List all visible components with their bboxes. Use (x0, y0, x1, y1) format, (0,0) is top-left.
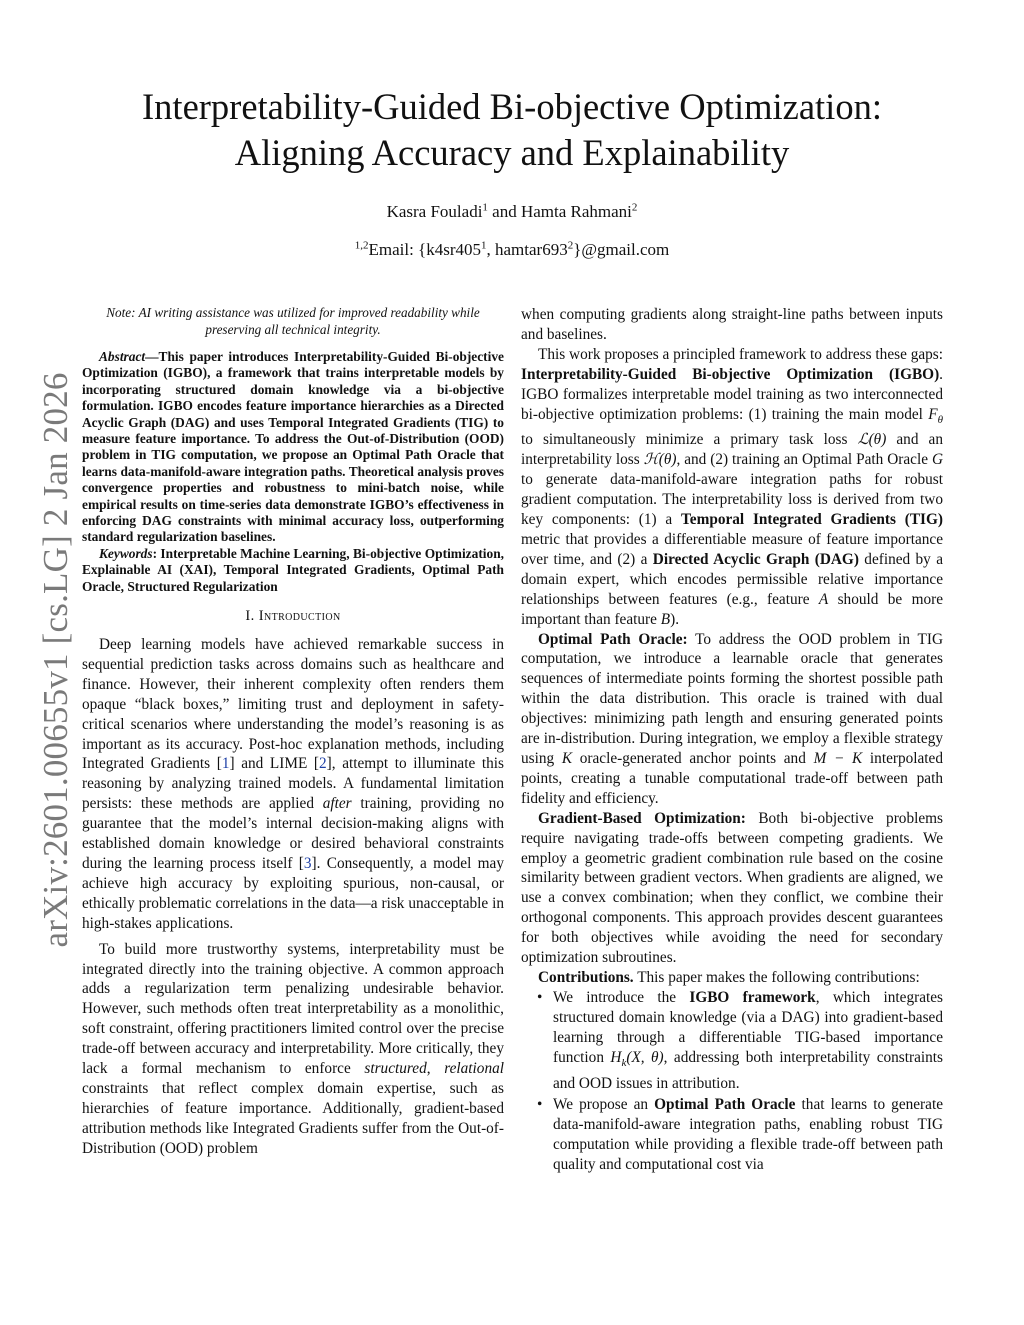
keywords-label: Keywords (99, 545, 153, 561)
math-Hk-args: (X, θ) (626, 1048, 664, 1066)
citation-link-1[interactable]: 1 (221, 755, 230, 773)
email-end: }@gmail.com (573, 240, 670, 259)
contribution-1-bold: IGBO framework (689, 988, 816, 1006)
framework-dag-bold: Directed Acyclic Graph (DAG) (652, 550, 859, 568)
contribution-1-text-a: We introduce the (553, 988, 690, 1006)
contributions-list (521, 988, 943, 1175)
section-title: Introduction (258, 608, 341, 625)
framework-tig-bold: Temporal Integrated Gradients (TIG) (681, 511, 944, 529)
intro-p2-emphasis-structured: structured (364, 1060, 427, 1078)
bullet-icon: • (537, 1096, 543, 1114)
math-L: ℒ(θ) (857, 431, 887, 449)
section-number: I. (245, 608, 255, 625)
intro-paragraph-1 (82, 635, 504, 934)
intro-p1-text-d: training, providing no guarantee that the model’s internal decision-making aligns with established domain knowledge or desired behavioral constraints during the learning process itself [ (82, 795, 504, 872)
math-Hk: H (610, 1048, 622, 1066)
contribution-2-text-b: that learns to generate data-manifold-aware integration paths, enabling robust TIG computation while providing a flexible trade-off between path quality and computational cost via (553, 1096, 943, 1174)
right-paragraph-continuation: when computing gradients along straight-line paths between inputs and baselines. (521, 306, 943, 343)
contribution-1-text-b: , which integrates structured domain knowledge (via a DAG) into gradient-based learning through a differentiable TIG-based importance function (553, 988, 943, 1066)
oracle-label: Optimal Path Oracle: (538, 630, 688, 648)
framework-text-a: This work proposes a principled framework to address these gaps: (538, 345, 943, 363)
author-2-affiliation: 2 (631, 201, 638, 214)
gradient-text: Both bi-objective problems require navigating trade-offs between competing gradients. We employ a geometric gradient combination rule based on the cosine similarity between gradient vectors. When gradients are aligned, we use a convex combination; when they conflict, we combine their orthogonal components. This approach provides descent guarantees for both objectives while avoiding the need for secondary optimization subroutines. (521, 809, 943, 967)
right-column (521, 305, 943, 1175)
title-line-2: Aligning Accuracy and Explainability (234, 132, 790, 173)
intro-p1-text-c: ], attempt to illuminate this reasoning by analyzing trained models. A fundamental limitation persists: these methods are applied (82, 755, 504, 813)
intro-p1-text-b: ] and LIME [ (229, 755, 320, 773)
framework-text-i: should be more important than feature (521, 590, 943, 628)
abstract-text: —This paper introduces Interpretability-Guided Bi-objective Optimization (IGBO), a framework that trains interpretable models by incorporating structured domain knowledge via a bi-objective formulation. IGBO encodes feature importance hierarchies as a Directed Acyclic Graph (DAG) and uses Temporal Integrated Gradients (TIG) to measure feature importance. To address the Out-of-Distribution (OOD) problem in TIG computation, we propose an Optimal Path Oracle that learns data-manifold-aware integration paths. Theoretical analysis proves convergence properties and robustness to mini-batch noise, while empirical results on time-series data demonstrate IGBO’s effectiveness in enforcing DAG constraints with minimal accuracy loss, outperforming standard regularization baselines. (82, 349, 504, 545)
contribution-item-2 (521, 1095, 943, 1175)
arxiv-identifier-stamp: arXiv:2601.00655v1 [cs.LG] 2 Jan 2026 (36, 372, 75, 948)
intro-p2-text-b: constraints that reflect complex domain expertise, such as hierarchies of feature importance. Additionally, gradient-based attribution methods like Integrated Gradients suffer from the Out-of-Distribution (OOD) problem (82, 1079, 504, 1157)
author-2: Hamta Rahmani (520, 202, 632, 221)
framework-text-c: to simultaneously minimize a primary task loss (521, 431, 858, 449)
bullet-icon: • (537, 988, 543, 1006)
email-middle: , hamtar693 (486, 240, 568, 259)
paper-title (60, 84, 964, 176)
oracle-text-a: To address the OOD problem in TIG computation, we introduce a learnable oracle that generates sequences of intermediate points forming the shortest possible path within the data distribution. This oracle is trained with dual objectives: minimizing path length and ensuring generated points are in-distribution. During integration, we employ a flexible strategy using (521, 630, 943, 767)
abstract-label: Abstract (99, 349, 146, 364)
math-G: G (931, 451, 943, 469)
contribution-2-bold: Optimal Path Oracle (654, 1096, 796, 1114)
math-Hk-sub: k (621, 1056, 627, 1069)
framework-text-b: . IGBO formalizes interpretable model training as two interconnected bi-objective optimization problems: (1) training the main model (521, 365, 943, 423)
framework-text-d: and an interpretability loss (521, 431, 943, 469)
citation-link-3[interactable]: 3 (303, 854, 312, 872)
email-sup-2: 2 (567, 239, 574, 252)
framework-igbo-bold: Interpretability-Guided Bi-objective Optimization (IGBO) (521, 365, 940, 383)
optimal-path-oracle-paragraph (521, 630, 943, 809)
framework-text-h: defined by a domain expert, which encodes permissible relative importance relationships between features (e.g., feature (521, 550, 943, 608)
math-K: K (561, 749, 573, 767)
section-heading-introduction (82, 607, 504, 627)
contribution-1-text-c: , addressing both interpretability constraints and OOD issues in attribution. (553, 1048, 943, 1092)
gradient-optimization-paragraph (521, 809, 943, 968)
oracle-text-b: oracle-generated anchor points and (572, 749, 814, 767)
contributions-label: Contributions. (538, 968, 634, 986)
abstract (82, 349, 504, 546)
keywords (82, 546, 504, 595)
framework-paragraph (521, 345, 943, 630)
email-sup-1: 1 (481, 239, 487, 252)
email-text: Email: {k4sr405 (368, 240, 481, 259)
email-affiliation: 1,2 (354, 239, 369, 252)
framework-text-g: metric that provides a differentiable measure of feature importance over time, and (2) a (521, 531, 943, 568)
math-A: A (818, 590, 829, 608)
intro-p2-text-a: To build more trustworthy systems, interpretability must be integrated directly into the training objective. A common approach adds a regularization term penalizing undesirable behavior. However, such methods often treat interpretability as a monolithic, soft constraint, offering practitioners limited control over the precise trade-off between accuracy and interpretability. More critically, they lack a formal mechanism to enforce (82, 940, 504, 1078)
contributions-paragraph (521, 968, 943, 988)
keywords-text: : Interpretable Machine Learning, Bi-objective Optimization, Explainable AI (XAI), Temporal Integrated Gradients, Optimal Path Oracle, Structured Regularization (82, 545, 504, 594)
citation-link-2[interactable]: 2 (319, 755, 327, 773)
intro-p2-comma: , (426, 1060, 445, 1078)
framework-text-e: , and (2) training an Optimal Path Oracle (676, 451, 932, 469)
intro-p1-text-e: ]. Consequently, a model may achieve high accuracy by exploiting spurious, non-causal, or ethically problematic correlations in the data—a risk unacceptable in high-stakes applications. (82, 854, 504, 932)
author-list (60, 202, 964, 222)
author-email (60, 240, 964, 260)
math-H: ℋ(θ) (643, 451, 677, 469)
contribution-item-1 (521, 988, 943, 1094)
ai-assistance-note: Note: AI writing assistance was utilized for improved readability while preserving all technical integrity. (106, 305, 480, 337)
math-F-sub: θ (937, 413, 943, 426)
author-1: Kasra Fouladi (386, 202, 483, 221)
intro-p2-emphasis-relational: relational (444, 1060, 504, 1078)
author-conjunction: and (487, 202, 521, 221)
left-column (82, 305, 504, 1159)
title-line-1: Interpretability-Guided Bi-objective Optimization: (142, 86, 882, 127)
gradient-label: Gradient-Based Optimization: (538, 809, 746, 827)
contribution-2-text-a: We propose an (553, 1096, 655, 1114)
author-1-affiliation: 1 (482, 201, 488, 214)
intro-paragraph-2 (82, 940, 504, 1159)
math-B: B (660, 610, 671, 628)
framework-text-f: to generate data-manifold-aware integration paths for robust gradient computation. The interpretability loss is derived from two key components: (1) a (521, 471, 943, 529)
intro-p1-text-a: Deep learning models have achieved remarkable success in sequential prediction tasks across domains such as healthcare and finance. However, their inherent complexity often renders them opaque “black boxes,” limiting trust and deployment in safety-critical scenarios where understanding the model’s reasoning is as important as its accuracy. Post-hoc explanation methods, including Integrated Gradients [ (82, 636, 504, 773)
oracle-text-c: interpolated points, creating a tunable computational trade-off between path fidelity and efficiency. (521, 749, 943, 807)
contributions-text: This paper makes the following contributions: (633, 968, 920, 986)
math-M-minus-K: M − K (813, 749, 863, 767)
framework-text-j: ). (670, 610, 680, 628)
math-F: F (928, 405, 938, 423)
intro-p1-emphasis-after: after (322, 795, 352, 813)
